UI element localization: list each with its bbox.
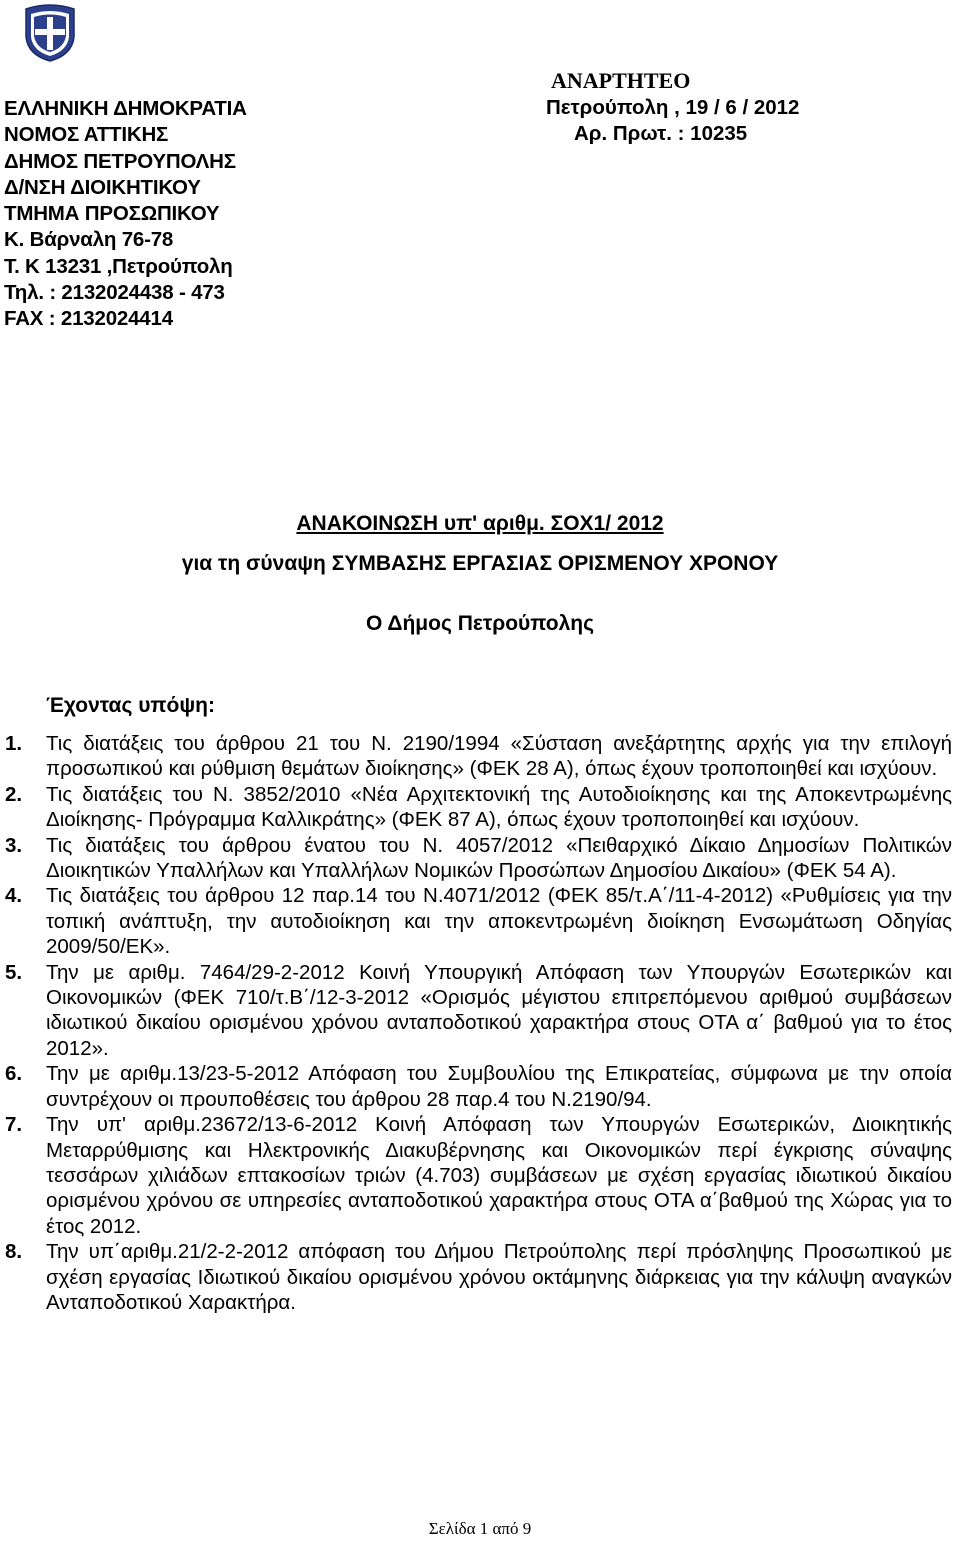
list-item: [0, 833, 960, 884]
protocol-number: Αρ. Πρωτ. : 10235: [574, 122, 748, 145]
item-number: 4.: [5, 884, 23, 908]
country-line: ΕΛΛΗΝΙΚΗ ΔΗΜΟΚΡΑΤΙΑ: [4, 97, 247, 120]
considering-heading: Έχοντας υπόψη:: [46, 694, 215, 717]
municipality-line: ΔΗΜΟΣ ΠΕΤΡΟΥΠΟΛΗΣ: [4, 149, 236, 173]
issuing-authority: Ο Δήμος Πετρούπολης: [365, 612, 595, 635]
prefecture-line: ΝΟΜΟΣ ΑΤΤΙΚΗΣ: [4, 123, 169, 147]
item-text: Τις διατάξεις του άρθρου 21 του Ν. 2190/1994 «Σύσταση ανεξάρτητης αρχής για την επιλογή προσωπικού και ρύθμιση θεμάτων διοίκησης» (ΦΕΚ 28 Α), όπως έχουν τροποποιηθεί και ισχύουν.: [46, 732, 952, 781]
fax-line: FAX : 2132024414: [4, 307, 173, 331]
list-item: [0, 1112, 960, 1239]
item-text: Την με αριθμ. 7464/29-2-2012 Κοινή Υπουργική Απόφαση των Υπουργών Εσωτερικών και Οικονομικών (ΦΕΚ 710/τ.Β΄/12-3-2012 «Ορισμός μέγιστου επιτρεπόμενου αριθμού συμβάσεων ιδιωτικού δικαίου ορισμένου χρόνου ανταποδοτικού χαρακτήρα στους ΟΤΑ α΄ βαθμού για το έτος 2012».: [46, 960, 952, 1060]
list-item: [0, 1061, 960, 1112]
list-item: [0, 883, 960, 959]
item-number: 5.: [5, 960, 23, 984]
issuer-address-block: [4, 96, 424, 333]
item-text: Την με αριθμ.13/23-5-2012 Απόφαση του Συμβουλίου της Επικρατείας, σύμφωνα με την οποία συντρέχουν οι προυποθέσεις του άρθρου 28 παρ.4 του Ν.2190/94.: [46, 1062, 952, 1111]
place-date: Πετρούπολη , 19 / 6 / 2012: [546, 96, 800, 119]
item-text: Τις διατάξεις του Ν. 3852/2010 «Νέα Αρχιτεκτονική της Αυτοδιοίκησης και της Αποκεντρωμένης Διοίκησης- Πρόγραμμα Καλλικράτης» (ΦΕΚ 87 Α), όπως έχουν τροποποιηθεί και ισχύουν.: [46, 782, 952, 832]
department-line: ΤΜΗΜΑ ΠΡΟΣΩΠΙΚΟΥ: [4, 202, 220, 226]
item-number: 3.: [5, 833, 23, 857]
list-item: [0, 1239, 960, 1315]
item-number: 7.: [5, 1113, 23, 1137]
item-text: Την υπ' αριθμ.23672/13-6-2012 Κοινή Απόφαση των Υπουργών Εσωτερικών, Διοικητικής Μεταρρύθμισης και Ηλεκτρονικής Διακυβέρνησης και Οικονομικών περί έγκρισης σύναψης τεσσάρων χιλιάδων επτακοσίων τριών (4.703) συμβάσεων με σχέση εργασίας ιδιωτικού δικαίου ορισμένου χρόνου σε υπηρεσίες ανταποδοτικού χαρακτήρα στους ΟΤΑ α΄βαθμού της Χώρας για το έτος 2012.: [46, 1113, 952, 1238]
item-text: Τις διατάξεις του άρθρου 12 παρ.14 του Ν.4071/2012 (ΦΕΚ 85/τ.Α΄/11-4-2012) «Ρυθμίσεις για την τοπική ανάπτυξη, την αυτοδιοίκηση και την αποκεντρωμένη διοίκηση Ενσωμάτωση Οδηγίας 2009/50/ΕΚ».: [46, 884, 952, 959]
page-number: Σελίδα 1 από 9: [428, 1519, 532, 1538]
list-item: [0, 731, 960, 782]
announcement-title: ΑΝΑΚΟΙΝΩΣΗ υπ' αριθμ. ΣΟΧ1/ 2012: [296, 512, 664, 535]
greek-coat-of-arms-icon: [22, 3, 78, 63]
list-item: [0, 960, 960, 1062]
announcement-subtitle: για τη σύναψη ΣΥΜΒΑΣΗΣ ΕΡΓΑΣΙΑΣ ΟΡΙΣΜΕΝΟΥ ΧΡΟΝΟΥ: [181, 552, 779, 575]
item-text: Τις διατάξεις του άρθρου ένατου του Ν. 4057/2012 «Πειθαρχικό Δίκαιο Δημοσίων Πολιτικών Διοικητικών Υπαλλήλων και Υπαλλήλων Νομικών Προσώπων Δημοσίου Δικαίου» (ΦΕΚ 54 Α).: [46, 833, 952, 883]
postcode-line: Τ. Κ 13231 ,Πετρούπολη: [4, 254, 233, 278]
street-line: Κ. Βάρναλη 76-78: [4, 228, 174, 252]
posting-label: ΑΝΑΡΤΗΤΕΟ: [551, 68, 691, 93]
phone-line: Τηλ. : 2132024438 - 473: [4, 281, 225, 305]
item-text: Την υπ΄αριθμ.21/2-2-2012 απόφαση του Δήμου Πετρούπολης περί πρόσληψης Προσωπικού με σχέση εργασίας Ιδιωτικού δικαίου ορισμένου χρόνου οκτάμηνης διάρκειας για την κάλυψη αναγκών Ανταποδοτικού Χαρακτήρα.: [46, 1240, 952, 1314]
directorate-line: Δ/ΝΣΗ ΔΙΟΙΚΗΤΙΚΟΥ: [4, 175, 201, 199]
legal-basis-list: [0, 731, 960, 1315]
item-number: 2.: [5, 782, 23, 806]
list-item: [0, 782, 960, 833]
item-number: 6.: [5, 1062, 23, 1086]
item-number: 8.: [5, 1240, 23, 1264]
item-number: 1.: [5, 732, 23, 755]
